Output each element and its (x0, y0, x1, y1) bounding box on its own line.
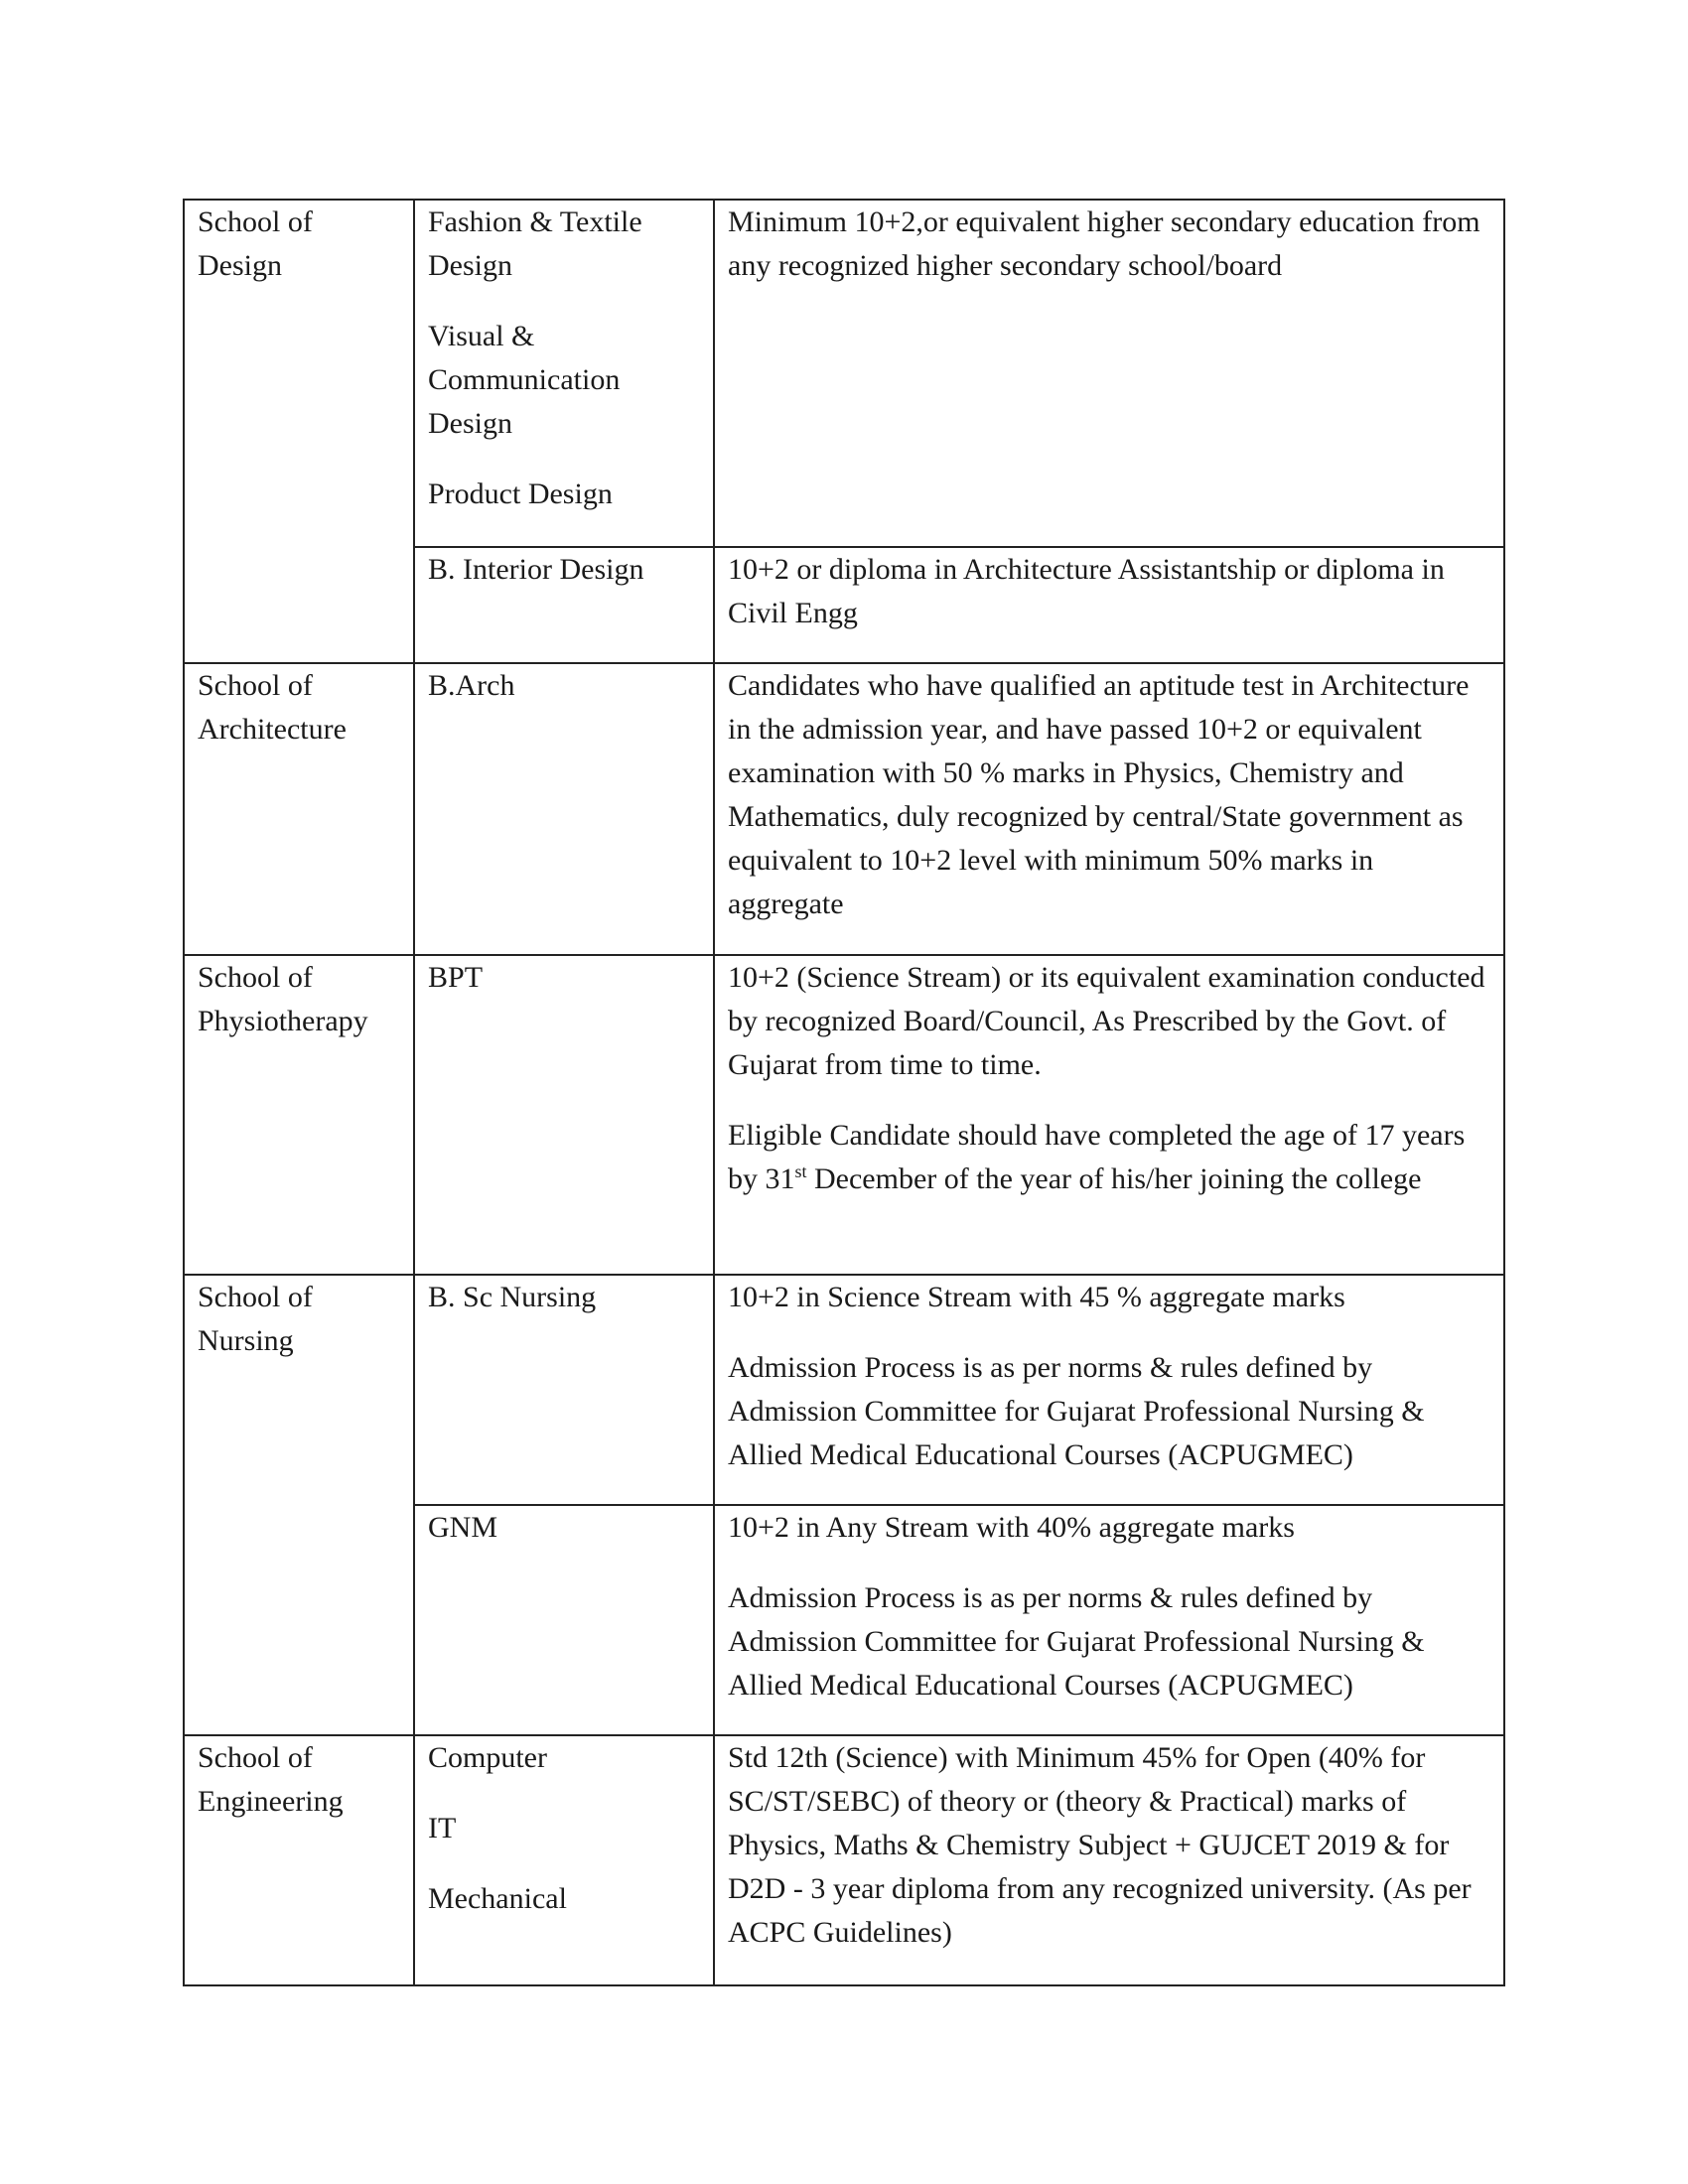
table-row (184, 200, 1504, 547)
school-name: School of Architecture (198, 669, 347, 746)
criteria-cell (714, 200, 1504, 547)
school-cell (184, 663, 414, 955)
program-name: Computer (428, 1741, 547, 1774)
table-row (184, 955, 1504, 1275)
program-name: B. Sc Nursing (428, 1281, 597, 1313)
program-name: Mechanical (428, 1882, 567, 1915)
criteria-text: 10+2 in Science Stream with 45 % aggregate marks (728, 1281, 1345, 1313)
criteria-cell (714, 1735, 1504, 1985)
program-cell (414, 1505, 714, 1735)
criteria-cell (714, 1505, 1504, 1735)
criteria-cell (714, 547, 1504, 663)
criteria-text: Admission Process is as per norms & rules defined by Admission Committee for Gujarat Professional Nursing & Allied Medical Educational Courses (ACPUGMEC) (728, 1351, 1425, 1471)
criteria-text: 10+2 or diploma in Architecture Assistantship or diploma in Civil Engg (728, 553, 1445, 629)
criteria-text: Std 12th (Science) with Minimum 45% for Open (40% for SC/ST/SEBC) of theory or (theory & Practical) marks of Physics, Maths & Chemistry Subject + GUJCET 2019 & for D2D - 3 year diploma from any recognized university. (As per ACPC Guidelines) (728, 1741, 1472, 1949)
program-cell (414, 1735, 714, 1985)
school-name: School of Design (198, 205, 313, 282)
criteria-cell (714, 955, 1504, 1275)
criteria-text: Minimum 10+2,or equivalent higher secondary education from any recognized higher secondary school/board (728, 205, 1480, 282)
program-name: B. Interior Design (428, 553, 644, 586)
school-name: School of Engineering (198, 1741, 344, 1818)
program-name: Fashion & Textile Design (428, 205, 642, 282)
program-cell (414, 547, 714, 663)
criteria-text-part: December of the year of his/her joining the college (806, 1162, 1422, 1195)
eligibility-table (183, 199, 1505, 1986)
school-cell (184, 1275, 414, 1735)
ordinal-suffix: st (794, 1161, 807, 1181)
program-cell (414, 200, 714, 547)
criteria-text-part: Eligible Candidate should have completed the age of 17 years by 31 (728, 1119, 1466, 1195)
school-name: School of Physiotherapy (198, 961, 368, 1037)
program-name: GNM (428, 1511, 498, 1544)
school-cell (184, 1735, 414, 1985)
program-cell (414, 663, 714, 955)
school-cell (184, 955, 414, 1275)
program-cell (414, 1275, 714, 1505)
criteria-text: Candidates who have qualified an aptitude test in Architecture in the admission year, and have passed 10+2 or equivalent examination with 50 % marks in Physics, Chemistry and Mathematics, duly recognized by central/State government as equivalent to 10+2 level with minimum 50% marks in aggregate (728, 669, 1470, 920)
criteria-text: Admission Process is as per norms & rules defined by Admission Committee for Gujarat Professional Nursing & Allied Medical Educational Courses (ACPUGMEC) (728, 1581, 1425, 1702)
program-cell (414, 955, 714, 1275)
program-name: Visual & Communication Design (428, 320, 621, 440)
criteria-cell (714, 1275, 1504, 1505)
program-name: IT (428, 1812, 457, 1844)
school-cell (184, 200, 414, 663)
criteria-cell (714, 663, 1504, 955)
criteria-text (728, 1114, 1491, 1201)
criteria-text: 10+2 (Science Stream) or its equivalent examination conducted by recognized Board/Council, As Prescribed by the Govt. of Gujarat from time to time. (728, 961, 1485, 1081)
table-row (184, 1275, 1504, 1505)
program-name: BPT (428, 961, 484, 994)
school-name: School of Nursing (198, 1281, 313, 1357)
program-name: B.Arch (428, 669, 515, 702)
program-name: Product Design (428, 478, 613, 510)
table-row (184, 1735, 1504, 1985)
table-row (184, 663, 1504, 955)
criteria-text: 10+2 in Any Stream with 40% aggregate marks (728, 1511, 1295, 1544)
